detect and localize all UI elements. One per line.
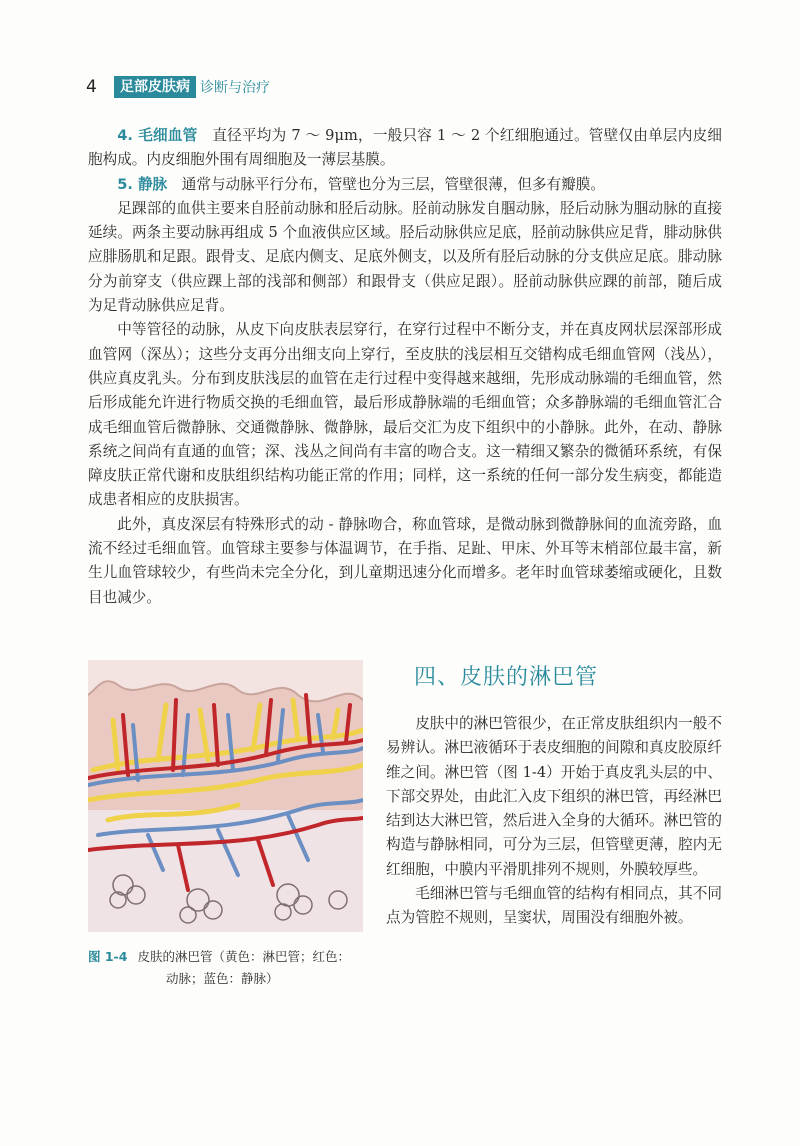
vein-text: 通常与动脉平行分布，管壁也分为三层，管壁很薄，但多有瓣膜。 — [181, 175, 605, 193]
paragraph-vein — [88, 173, 722, 197]
running-header — [86, 76, 270, 98]
lymph-section-text — [386, 712, 722, 931]
term-vein: 5. 静脉 — [117, 175, 168, 193]
capillary-text: 直径平均为 7 ～ 9μm，一般只容 1 ～ 2 个红细胞通过。管壁仅由单层内皮细胞构成。内皮细胞外围有周细胞及一薄层基膜。 — [88, 127, 722, 169]
lymphatic-illustration — [88, 660, 363, 932]
main-text — [88, 124, 722, 610]
figure-label: 图 1-4 — [88, 949, 128, 964]
page-number: 4 — [86, 77, 97, 97]
paragraph-lymph-capillary: 毛细淋巴管与毛细血管的结构有相同点，其不同点为管腔不规则，呈窦状，周围没有细胞外被。 — [386, 885, 722, 927]
figure-caption — [88, 946, 368, 990]
section-title: 四、皮肤的淋巴管 — [414, 665, 599, 690]
lower-dermis — [88, 810, 363, 932]
book-title: 足部皮肤病 — [114, 76, 196, 98]
term-capillary: 4. 毛细血管 — [117, 127, 198, 144]
caption-line-2: 动脉；蓝色：静脉） — [166, 971, 279, 986]
book-subtitle: 诊断与治疗 — [200, 80, 270, 96]
paragraph-capillary — [88, 124, 722, 173]
lymphatic-figure — [88, 660, 363, 932]
paragraph-microcirculation: 中等管径的动脉，从皮下向皮肤表层穿行，在穿行过程中不断分支，并在真皮网状层深部形成血管网（深丛）；这些分支再分出细支向上穿行，至皮肤的浅层相互交错构成毛细血管网（浅丛），供应真皮乳头。分布到皮肤浅层的血管在走行过程中变得越来越细，先形成动脉端的毛细血管，然后形成能允许进行物质交换的毛细血管，最后形成静脉端的毛细血管；众多静脉端的毛细血管汇合成毛细血管后微静脉、交通微静脉、微静脉，最后交汇为皮下组织中的小静脉。此外，在动、静脉系统之间尚有直通的血管；深、浅丛之间尚有丰富的吻合支。这一精细又繁杂的微循环系统，有保障皮肤正常代谢和皮肤组织结构功能正常的作用；同样，这一系统的任何一部分发生病变，都能造成患者相应的皮肤损害。 — [88, 321, 722, 509]
paragraph-glomus: 此外，真皮深层有特殊形式的动 - 静脉吻合，称血管球，是微动脉到微静脉间的血流旁路，血流不经过毛细血管。血管球主要参与体温调节，在手指、足趾、甲床、外耳等末梢部位最丰富，新生儿血管球较少，有些尚未完全分化，到儿童期迅速分化而增多。老年时血管球萎缩或硬化，且数目也减少。 — [88, 515, 722, 606]
paragraph-ankle-blood-supply: 足踝部的血供主要来自胫前动脉和胫后动脉。胫前动脉发自腘动脉，胫后动脉为腘动脉的直接延续。两条主要动脉再组成 5 个血液供应区域。胫后动脉供应足底，胫前动脉供应足背，腓动脉供应腓肠肌和足跟。跟骨支、足底内侧支、足底外侧支，以及所有胫后动脉的分支供应足底。腓动脉分为前穿支（供应踝上部的浅部和侧部）和跟骨支（供应足跟）。胫前动脉供应踝的前部，随后成为足背动脉供应足背。 — [88, 199, 722, 315]
caption-line-1: 皮肤的淋巴管（黄色：淋巴管；红色： — [137, 949, 350, 964]
paragraph-lymph-intro: 皮肤中的淋巴管很少，在正常皮肤组织内一般不易辨认。淋巴液循环于表皮细胞的间隙和真皮胶原纤维之间。淋巴管（图 1-4）开始于真皮乳头层的中、下部交界处，由此汇入皮下组织的淋巴管，再经淋巴结到达大淋巴管，然后进入全身的大循环。淋巴管的构造与静脉相同，可分为三层，但管壁更薄，腔内无红细胞，中膜内平滑肌排列不规则，外膜较厚些。 — [386, 715, 722, 878]
